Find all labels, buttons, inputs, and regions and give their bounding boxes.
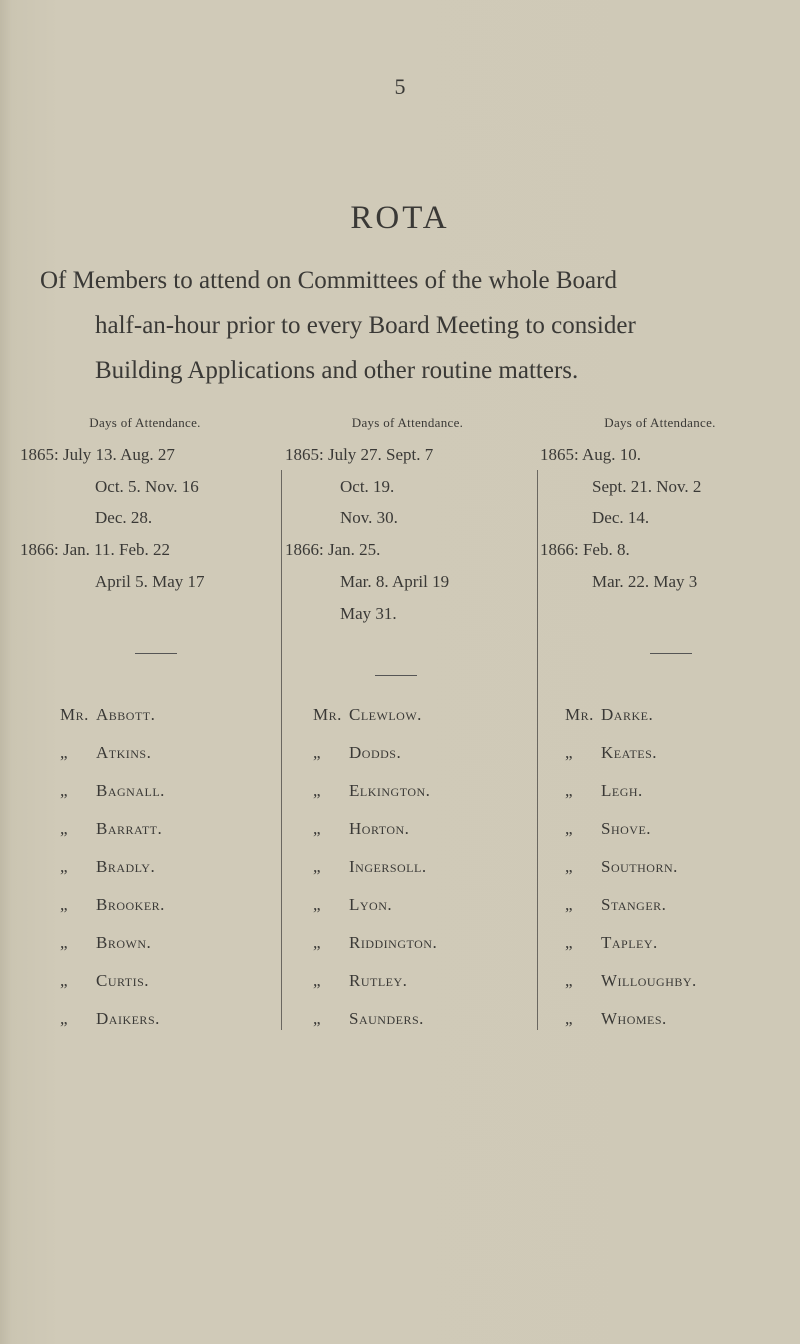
member-prefix: „ [60, 895, 69, 914]
member-entry [60, 895, 165, 915]
member-name: Southorn. [601, 857, 678, 876]
member-prefix: „ [565, 895, 574, 914]
subtitle-line: Building Applications and other routine matters. [95, 357, 579, 384]
member-entry [60, 1009, 160, 1029]
page-number: 5 [394, 74, 406, 99]
column-heading: Days of Attendance. [89, 415, 201, 430]
member-prefix: „ [60, 781, 69, 800]
member-entry [565, 933, 658, 953]
member-prefix: „ [313, 857, 322, 876]
member-name: Atkins. [96, 743, 152, 762]
attendance-date: Dec. 28. [95, 508, 153, 527]
member-name: Bagnall. [96, 781, 165, 800]
separator-dash [135, 653, 177, 654]
attendance-date: Oct. 19. [340, 477, 395, 496]
attendance-date: Nov. 30. [340, 508, 398, 527]
member-entry [313, 1009, 424, 1029]
member-entry [565, 895, 666, 915]
rota-column-1 [20, 415, 270, 1028]
attendance-date: Sept. 21. Nov. 2 [592, 477, 702, 496]
member-name: Elkington. [349, 781, 431, 800]
member-name: Legh. [601, 781, 643, 800]
attendance-date: 1866: Feb. 8. [540, 540, 630, 559]
member-entry [565, 857, 678, 877]
member-prefix: Mr. [313, 705, 342, 724]
member-prefix: „ [60, 933, 69, 952]
column-divider [537, 470, 538, 1030]
member-entry [60, 743, 151, 763]
rota-column-2 [285, 415, 530, 1028]
member-prefix: „ [60, 1009, 69, 1028]
member-prefix: „ [313, 933, 322, 952]
member-name: Darke. [601, 705, 654, 724]
member-entry [60, 781, 165, 801]
page-title: ROTA [350, 200, 450, 236]
member-name: Brown. [96, 933, 152, 952]
member-name: Bradly. [96, 857, 156, 876]
member-name: Riddington. [349, 933, 438, 952]
attendance-date: 1866: Jan. 25. [285, 540, 381, 559]
attendance-date: 1866: Jan. 11. Feb. 22 [20, 540, 171, 559]
member-name: Abbott. [96, 705, 156, 724]
member-prefix: Mr. [60, 705, 89, 724]
attendance-date: April 5. May 17 [95, 572, 205, 591]
member-prefix: „ [60, 743, 69, 762]
member-name: Curtis. [96, 971, 150, 990]
member-name: Brooker. [96, 895, 165, 914]
member-prefix: „ [313, 895, 322, 914]
member-prefix: „ [565, 781, 574, 800]
attendance-date: 1865: Aug. 10. [540, 445, 642, 464]
member-name: Ingersoll. [349, 857, 427, 876]
member-entry [313, 971, 407, 991]
rota-column-3 [540, 415, 780, 1028]
column-heading: Days of Attendance. [604, 415, 716, 430]
member-entry [313, 781, 430, 801]
member-name: Saunders. [349, 1009, 424, 1028]
column-divider [281, 470, 282, 1030]
member-entry [313, 819, 409, 839]
member-prefix: „ [60, 857, 69, 876]
member-entry [60, 819, 162, 839]
member-prefix: Mr. [565, 705, 594, 724]
member-name: Willoughby. [601, 971, 697, 990]
member-entry [313, 743, 401, 763]
member-entry [313, 857, 427, 877]
attendance-date: 1865: July 13. Aug. 27 [20, 445, 175, 464]
member-entry [313, 895, 392, 915]
member-prefix: „ [565, 857, 574, 876]
member-prefix: „ [313, 971, 322, 990]
member-entry [60, 857, 155, 877]
attendance-date: May 31. [340, 604, 397, 623]
member-prefix: „ [313, 781, 322, 800]
member-name: Stanger. [601, 895, 667, 914]
member-prefix: „ [60, 971, 69, 990]
attendance-date: Mar. 22. May 3 [592, 572, 698, 591]
member-name: Horton. [349, 819, 410, 838]
member-name: Tapley. [601, 933, 658, 952]
subtitle [40, 258, 780, 393]
subtitle-line: Of Members to attend on Committees of the whole Board [40, 267, 617, 294]
member-entry [60, 933, 151, 953]
member-name: Daikers. [96, 1009, 160, 1028]
member-prefix: „ [565, 971, 574, 990]
attendance-date: Oct. 5. Nov. 16 [95, 477, 199, 496]
member-entry [565, 971, 697, 991]
member-name: Rutley. [349, 971, 408, 990]
member-entry [565, 819, 651, 839]
member-name: Clewlow. [349, 705, 422, 724]
member-name: Whomes. [601, 1009, 667, 1028]
member-entry [313, 705, 422, 725]
member-entry [565, 781, 643, 801]
member-prefix: „ [313, 819, 322, 838]
attendance-date: 1865: July 27. Sept. 7 [285, 445, 434, 464]
member-prefix: „ [565, 743, 574, 762]
member-prefix: „ [60, 819, 69, 838]
member-entry [565, 743, 657, 763]
member-entry [313, 933, 437, 953]
member-prefix: „ [313, 743, 322, 762]
attendance-date: Dec. 14. [592, 508, 650, 527]
member-entry [565, 705, 653, 725]
subtitle-line: half-an-hour prior to every Board Meeting to consider [95, 312, 636, 339]
member-name: Barratt. [96, 819, 163, 838]
attendance-date: Mar. 8. April 19 [340, 572, 450, 591]
member-entry [565, 1009, 667, 1029]
member-name: Shove. [601, 819, 652, 838]
separator-dash [375, 675, 417, 676]
member-prefix: „ [565, 933, 574, 952]
member-entry [60, 971, 149, 991]
member-name: Lyon. [349, 895, 393, 914]
member-name: Keates. [601, 743, 658, 762]
member-prefix: „ [565, 819, 574, 838]
column-heading: Days of Attendance. [351, 415, 464, 430]
member-name: Dodds. [349, 743, 402, 762]
member-prefix: „ [565, 1009, 574, 1028]
member-prefix: „ [313, 1009, 322, 1028]
member-entry [60, 705, 155, 725]
separator-dash [650, 653, 692, 654]
